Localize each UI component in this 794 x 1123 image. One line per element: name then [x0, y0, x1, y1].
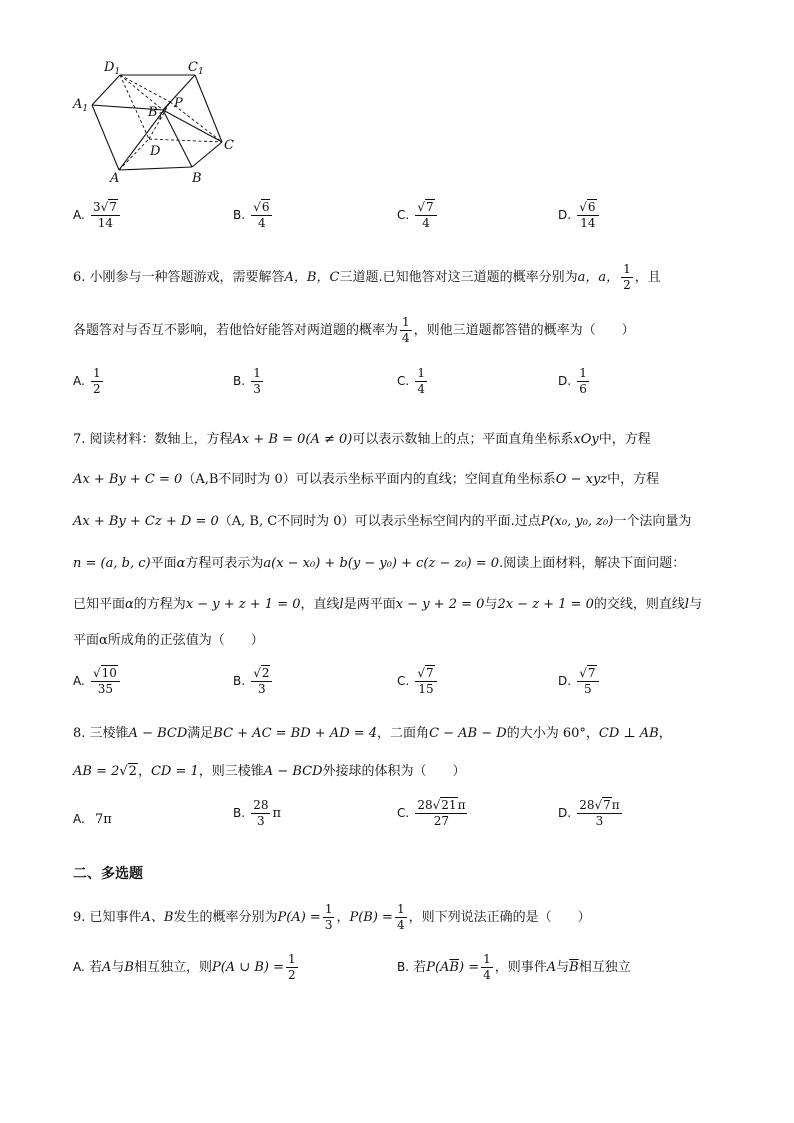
- label-a: A: [110, 171, 120, 186]
- q8-option-a[interactable]: A. 7π: [73, 812, 112, 827]
- q6-line1: 6. 小刚参与一种答题游戏，需要解答A，B，C三道题.已知他答对这三道题的概率分别为a，a， $\frac{1}{2}$ ，且: [73, 262, 661, 292]
- fraction: $\frac{√6}{4}$: [251, 200, 272, 231]
- q7-line5: 已知平面α的方程为x − y + z + 1 = 0，直线l是两平面x − y + 2 = 0与2x − z + 1 = 0的交线，则直线l与: [73, 597, 703, 612]
- option-label: C.: [397, 208, 410, 222]
- q7-line1: 7. 阅读材料：数轴上，方程Ax + B = 0(A ≠ 0)可以表示数轴上的点；平面直角坐标系xOy中，方程: [73, 432, 651, 447]
- fraction: $\frac{√6}{14}$: [577, 200, 598, 231]
- edge-b-c: [192, 142, 222, 167]
- q8-option-c[interactable]: C. $\frac{28√21\pi}{27}$: [397, 798, 466, 828]
- parallelepiped-figure: [60, 55, 250, 190]
- label-b: B: [192, 171, 202, 186]
- q8-option-d[interactable]: D. $\frac{28√7\pi}{3}$: [558, 798, 620, 828]
- option-label: D.: [558, 208, 572, 222]
- q6-option-b[interactable]: B. $\frac{1}{3}$: [233, 366, 261, 396]
- q6-option-d[interactable]: D. $\frac{1}{6}$: [558, 366, 587, 396]
- segment-d1-p: [120, 75, 170, 102]
- label-d1: $D_1$: [104, 60, 121, 77]
- edge-d-c: [149, 139, 222, 142]
- q7-option-c[interactable]: C. $\frac{√7}{15}$: [397, 666, 439, 697]
- fraction: $\frac{3√7}{14}$: [91, 200, 120, 231]
- q6-line2: 各题答对与否互不影响，若他恰好能答对两道题的概率为 $\frac{1}{4}$ ，则他三道题都答错的概率为（ ）: [73, 315, 635, 345]
- label-c1: $C_1$: [188, 60, 204, 77]
- section-title: 二、多选题: [73, 866, 143, 882]
- q5-option-d[interactable]: [558, 200, 601, 231]
- edge-a-b: [119, 167, 192, 170]
- q6-option-c[interactable]: C. $\frac{1}{4}$: [397, 366, 425, 396]
- q8-line2: AB = 2√2，CD = 1，则三棱锥A − BCD外接球的体积为（ ）: [73, 764, 466, 779]
- q9-option-b[interactable]: B. 若$P(A\overline{B})$ = $\frac{1}{4}$ ，则事件A与$\overline{B}$相互独立: [397, 952, 631, 982]
- q7-line2: Ax + By + C = 0（A,B不同时为 0）可以表示坐标平面内的直线；空间直角坐标系O − xyz中，方程: [73, 472, 660, 487]
- option-label: B.: [233, 208, 246, 222]
- label-a1: $A_1$: [73, 97, 89, 114]
- edge-a-d: [119, 139, 149, 170]
- q7-line6: 平面α所成角的正弦值为（ ）: [73, 633, 264, 648]
- label-d: D: [150, 144, 161, 159]
- q5-option-a[interactable]: [73, 200, 122, 231]
- q8-option-b[interactable]: B. $\frac{28}{3}$ π: [233, 798, 282, 828]
- q6-option-a[interactable]: A. $\frac{1}{2}$: [73, 366, 101, 396]
- q7-option-b[interactable]: B. $\frac{√2}{3}$: [233, 666, 274, 697]
- q5-option-c[interactable]: [397, 200, 439, 231]
- q9-line1: 9. 已知事件A、B发生的概率分别为P(A) = $\frac{1}{3}$ ，P(B) = $\frac{1}{4}$ ，则下列说法正确的是（ ）: [73, 902, 591, 932]
- label-b1: $B_1$: [148, 105, 164, 122]
- edge-c1-c: [195, 75, 222, 142]
- option-label: A.: [73, 208, 85, 222]
- q5-option-b[interactable]: [233, 200, 274, 231]
- q7-option-a[interactable]: A. $\frac{√10}{35}$: [73, 666, 122, 697]
- edge-a1-a: [92, 105, 119, 170]
- q8-line1: 8. 三棱锥A − BCD满足BC + AC = BD + AD = 4，二面角C − AB − D的大小为 60°，CD ⊥ AB，: [73, 726, 672, 741]
- q7-option-d[interactable]: D. $\frac{√7}{5}$: [558, 666, 601, 697]
- q9-option-a[interactable]: A. 若A与B相互独立，则P(A ∪ B) = $\frac{1}{2}$: [73, 952, 296, 982]
- fraction: $\frac{√7}{4}$: [415, 200, 436, 231]
- edge-b1-b: [163, 110, 192, 167]
- edge-a1-d1: [92, 75, 120, 105]
- q7-line3: Ax + By + Cz + D = 0（A, B, C不同时为 0）可以表示坐标空间内的平面.过点P(x₀, y₀, z₀)一个法向量为: [73, 514, 692, 529]
- label-c: C: [224, 138, 234, 153]
- segment-b1-c: [163, 110, 222, 142]
- q7-line4: n = (a, b, c)平面α方程可表示为a(x − x₀) + b(y − y₀) + c(z − z₀) = 0.阅读上面材料，解决下面问题：: [73, 556, 686, 571]
- label-p: P: [174, 96, 183, 111]
